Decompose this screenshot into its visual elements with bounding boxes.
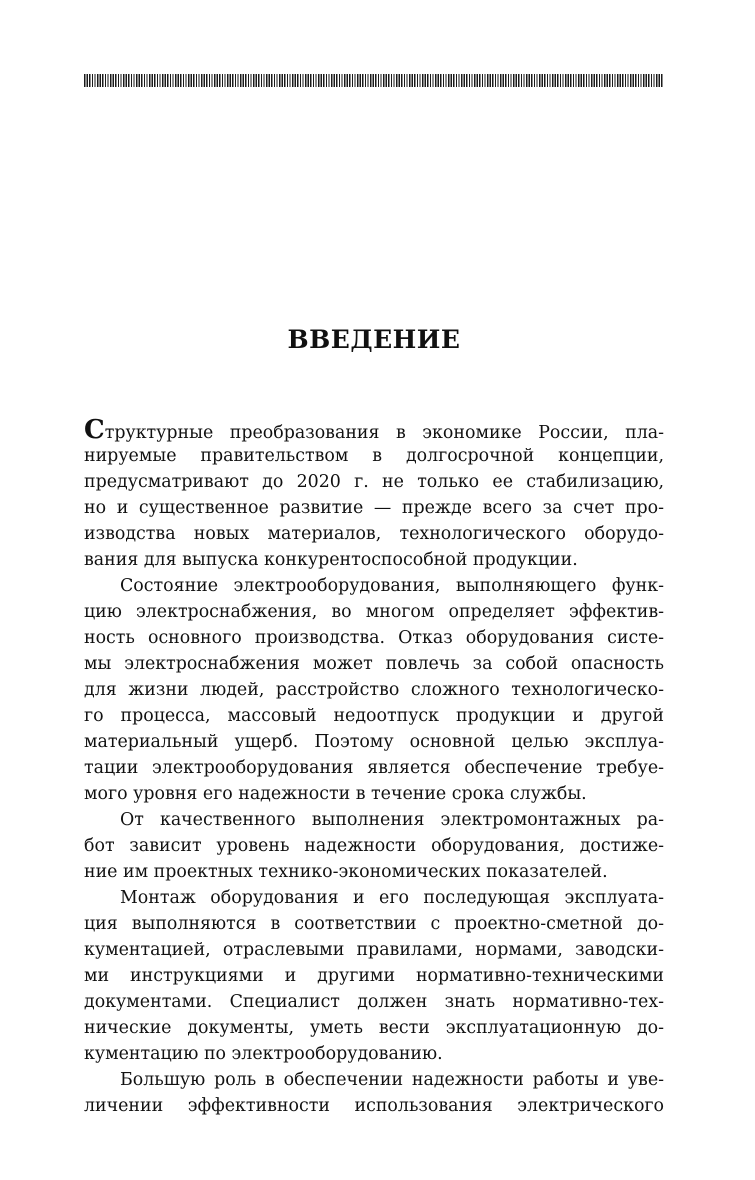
- text-line: Монтаж оборудования и его последующая эксплуата-: [120, 888, 664, 908]
- chapter-heading: ВВЕДЕНИЕ: [287, 325, 461, 354]
- text-line: для жизни людей, расстройство сложного технологическо-: [84, 680, 664, 700]
- text-line: Большую роль в обеспечении надежности работы и уве-: [120, 1070, 664, 1090]
- text-line: предусматривают до 2020 г. не только ее стабилизацию,: [84, 472, 664, 492]
- text-line: кументацией, отраслевыми правилами, нормами, заводски-: [84, 940, 664, 960]
- text-line: нируемые правительством в долгосрочной концепции,: [84, 446, 664, 466]
- body-text: [84, 417, 664, 1119]
- text-line: мого уровня его надежности в течение срока службы.: [84, 784, 587, 804]
- text-line: Состояние электрооборудования, выполняющего функ-: [120, 576, 664, 596]
- text-line: цию электроснабжения, во многом определяет эффектив-: [84, 602, 664, 622]
- paragraph-5: [84, 1067, 664, 1119]
- text-line: ция выполняются в соответствии с проектно-сметной до-: [84, 914, 664, 934]
- text-line: вания для выпуска конкурентоспособной продукции.: [84, 550, 578, 570]
- text-line: Структурные преобразования в экономике России, пла-: [84, 415, 664, 445]
- text-line: От качественного выполнения электромонтажных ра-: [120, 810, 664, 830]
- text-line: ние им проектных технико-экономических показателей.: [84, 862, 608, 882]
- paragraph-2: [84, 573, 664, 807]
- text-line: ми инструкциями и другими нормативно-техническими: [84, 966, 664, 986]
- paragraph-4: [84, 885, 664, 1067]
- text-line: го процесса, массовый недоотпуск продукции и другой: [84, 706, 664, 726]
- drop-cap: С: [84, 415, 105, 445]
- text-line: материальный ущерб. Поэтому основной целью эксплуа-: [84, 732, 664, 752]
- text-line: бот зависит уровень надежности оборудования, достиже-: [84, 836, 664, 856]
- text-line: личении эффективности использования электрического: [84, 1096, 664, 1116]
- paragraph-1: [84, 417, 664, 573]
- text-line: изводства новых материалов, технологического оборудо-: [84, 524, 664, 544]
- paragraph-3: [84, 807, 664, 885]
- text-line: ность основного производства. Отказ оборудования систе-: [84, 628, 664, 648]
- text-line: документами. Специалист должен знать нормативно-тех-: [84, 992, 664, 1012]
- text-line: мы электроснабжения может повлечь за собой опасность: [84, 654, 664, 674]
- text-line: нические документы, уметь вести эксплуатационную до-: [84, 1018, 664, 1038]
- text-line: но и существенное развитие — прежде всего за счет про-: [84, 498, 664, 518]
- top-decorative-rule: [84, 74, 664, 87]
- text-line: тации электрооборудования является обеспечение требуе-: [84, 758, 664, 778]
- text-line: кументацию по электрооборудованию.: [84, 1044, 443, 1064]
